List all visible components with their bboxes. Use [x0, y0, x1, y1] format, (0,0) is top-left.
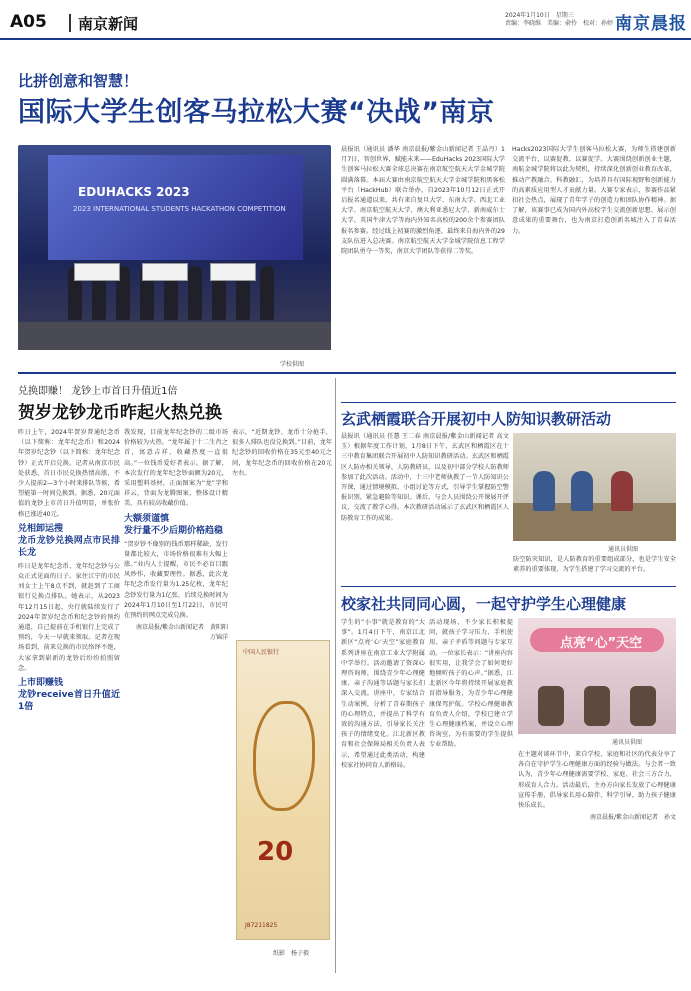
teacher [611, 471, 633, 511]
school-body-col2: 活动现场，不少家长积极提问，就孩子学习压力、手机使用、亲子矛盾等问题与专家互动。一位家长表示：“讲座内容很实用，让我学会了如何更好地倾听孩子的心声。”据悉，江北新区今年将持续开展家庭教育指导服务，为青少年心理健康保驾护航。学校心理健康教育负责人介绍，学校已建立学生心理健康档案，并设立心理咨询室，为有需要的学生提供专业帮助。 [429, 619, 513, 749]
newspaper-logo: 南京晨报 [615, 14, 687, 34]
dragon-illustration [253, 701, 315, 811]
dragon-para2: 昨日是龙年纪念币、龙年纪念钞与公众正式见面的日子。家住江宁的市民刘女士上午8点不到，就赶到了工商银行兑换点排队。她表示，从2023年12月15日起，央行就陆续发行了2024年贺岁纪念币和纪念钞的预约通道，自己提前在手机银行上完成了预约，今天一早就来领取。记者在现场看到，前来兑换的市民络绎不绝，大家拿到崭新的龙钞后纷纷拍照留念。 [18, 562, 120, 672]
dragon-subhead3 [124, 513, 228, 537]
dragon-subhead2-b: 龙钞receive首日升值近1倍 [18, 690, 120, 713]
section-name: 南京新闻 [78, 15, 139, 33]
classroom-photo-caption: 通讯员供图 [608, 546, 639, 553]
dragon-body-col3: 表示，“近期龙钞、龙币十分抢手，很多人排队也没兑换到。”目前，龙年纪念钞的回收价格在35元至40元之间，龙年纪念币的回收价格在20元左右。 [232, 429, 332, 477]
seminar-photo [518, 618, 676, 734]
person [260, 266, 274, 320]
stage-screen [48, 155, 303, 260]
stage-floor [18, 322, 331, 350]
student [533, 471, 555, 511]
dragon-subhead2-a: 上市即赚钱 [18, 678, 64, 689]
dragon-body-col1 [18, 428, 120, 973]
dragon-subhead1-a: 兑相卸运搜 [18, 523, 64, 534]
dragon-subhead1 [18, 523, 120, 559]
date-line: 2024年1月10日 星期三 [505, 12, 574, 19]
lead-photo-caption: 学校供图 [280, 361, 305, 368]
dragon-body-col2 [124, 428, 235, 973]
person [188, 266, 202, 320]
xuanwu-body-2: 防空防灾知识，是人防教育的重要组成部分，也是学生安全素养的重要体现，为学生搭建了学习交流的平台。 [513, 556, 676, 574]
page-code: A05 [10, 12, 47, 32]
dragon-para1: 昨日上午，2024年贺岁普通纪念币（以下简称：龙年纪念币）和2024年贺岁纪念钞（以下简称：龙年纪念钞）正式开启兑换。记者从南京市民处获悉，首日市民兑换热情高涨，不少人提前2—3个小时来排队等候，希望能第一时间兑换到。据悉，20元面值的龙钞上市首日升值明显，单张价格已涨近40元。 [18, 429, 120, 518]
dragon-headline: 贺岁龙钞龙币昨起火热兑换 [18, 403, 222, 423]
speaker [584, 686, 610, 726]
school-para3: 在主题对谈环节中，来自学校、家庭和社区的代表分享了各自在守护学生心理健康方面的经验与做法。与会者一致认为，青少年心理健康需要学校、家庭、社会三方合力，形成育人合力。活动最后，主办方向家长发放了心理健康宣传手册，倡导家长用心陪伴、科学引导，助力孩子健康快乐成长。 [518, 751, 676, 810]
school-headline: 校家社共同同心圆，一起守护学生心理健康 [341, 595, 627, 613]
story-rule [341, 402, 676, 403]
dragon-para4: “贺岁钞不像别的钱币那样稀缺，发行量都比较大，市场价格很难有大幅上涨。”业内人士提醒，市民不必盲目跟风炒作，收藏要理性。据悉，此次龙年纪念币发行量为1.25亿枚，龙年纪念钞发行量为1亿张，后续兑换时间为2024年1月10日至1月22日，市民可在预约的网点完成兑换。 [124, 540, 228, 620]
dragon-kicker: 兑换即赚！ 龙钞上市首日升值近1倍 [18, 386, 178, 397]
student [571, 471, 593, 511]
award-board [74, 263, 120, 281]
header-separator [69, 14, 71, 32]
dragon-para3: 我发现，目前龙年纪念钞的二级市场价格较为火热。“龙年属于十二生肖之首，寓意吉祥，收藏热度一直很高。”一位钱币爱好者表示。据了解，本次发行的龙年纪念钞面额为20元，采用塑料基材，正面图案为“龙”字和祥云，背面为龙腾图案，整体设计精美，具有较高收藏价值。 [124, 429, 228, 508]
dragon-subhead1-b: 龙币龙钞兑换网点市民排长龙 [18, 535, 120, 558]
column-divider [335, 378, 336, 973]
school-body-col1: 学生的“小事”就是教育的“大事”。1月4日下午，南京江北新区“点亮‘心’天空”家庭教育系列讲座在南京工业大学附属中学举行。活动邀请了资深心理咨询师，围绕青少年心理健康、亲子沟通等话题与家长们深入交流。讲座中，专家结合生动案例，分析了青春期孩子的心理特点，并提出了科学有效的沟通方法，引导家长关注孩子的情绪变化。江北新区教育和社会保障局相关负责人表示，希望通过此类活动，构建校家社协同育人新格局。 [341, 619, 425, 769]
school-body-col3 [518, 750, 676, 976]
banknote-issuer: 中国人民银行 [243, 649, 280, 656]
dragon-banknote-photo [236, 640, 330, 940]
header-meta [505, 12, 615, 28]
seminar-photo-caption: 通讯员供图 [612, 739, 643, 746]
dragon-subhead3-a: 大额须谨慎 [124, 513, 170, 524]
award-board [210, 263, 256, 281]
speaker [630, 686, 656, 726]
award-board [142, 263, 188, 281]
screen-subtitle: 2023 INTERNATIONAL STUDENTS HACKATHON COMPETITION [73, 205, 286, 213]
award-winners [58, 250, 298, 320]
lead-body-col1: 晨报讯（通讯员 潘华 南京晨报/紫金山新闻记者 王晶丹）1月7日，智创世界，赋能未来——EduHacks 2023国际大学生创客马拉松大赛全球总决赛在南京航空航天大学金城学院圆满落幕。本届大赛由南京航空航天大学金城学院和黑客松平台（HackHub）联合举办，自2023年10月12日正式开启报名通道以来，共有来自复旦大学、东南大学、西北工业大学、南京航空航天大学、澳大利亚悉尼大学、新南威尔士大学、英国牛津大学等海内外知名高校的200余个参赛团队报名参赛。经过线上初赛的激烈角逐，最终来自海内外的29支队伍进入总决赛。南京航空航天大学金城学院信息工程学院团队勇夺一等奖，南京大学团队等获得二等奖。 [341, 146, 505, 256]
story-rule [341, 586, 676, 587]
lead-headline: 国际大学生创客马拉松大赛“决战”南京 [18, 97, 495, 128]
dragon-subhead2 [18, 677, 120, 713]
classroom-photo [513, 433, 676, 541]
editor-line: 责编：李晓维 美编：俞伶 校对：孙婷 [505, 20, 614, 27]
lead-body-col2: Hacks2023国际大学生创客马拉松大赛，为师生搭建创新交流平台，以赛促教、以赛促学。大赛围绕创新创业主题，南航金城学院将以此为契机，持续深化创新创业教育改革，推动产教融合、科教融汇，为培养具有国际视野和创新能力的高素质应用型人才贡献力量。大赛专家表示，参赛作品紧扣社会热点，展现了青年学子的创造力和团队协作精神。据了解，该赛事已成为国内外高校学生交流创新思想、展示创意成果的重要舞台，也为南京打造创新名城注入了青春活力。 [512, 146, 676, 235]
banknote-serial: J87211825 [245, 922, 278, 929]
event-banner-text: 点亮“心”天空 [560, 636, 643, 651]
school-byline: 南京晨报/紫金山新闻记者 孙文 [589, 814, 676, 822]
xuanwu-headline: 玄武栖霞联合开展初中人防知识教研活动 [341, 410, 612, 428]
dragon-subhead3-b: 发行量不少后期价格趋稳 [124, 525, 224, 536]
dragon-byline: 南京晨报/紫金山新闻记者 黄阳阳 万锦洋 [135, 624, 235, 642]
screen-title: EDUHACKS 2023 [78, 185, 190, 199]
lead-photo [18, 145, 331, 350]
event-banner [530, 628, 664, 652]
section-divider [18, 372, 676, 374]
speaker [538, 686, 564, 726]
lead-kicker: 比拼创意和智慧！ [18, 72, 139, 90]
xuanwu-body: 晨报讯（通讯员 任慧 王二春 南京晨报/紫金山新闻记者 高文玉）根据年度工作计划，1月8日下午，玄武区和栖霞区在十三中教育集团联合开展初中人防知识教研活动。玄武区和栖霞区人防办相关领导、人防教研员，以及初中部分学校人防教师参加了此次活动。活动中，十三中老师执教了一节人防知识公开课，通过情境模拟、小组讨论等方式，引导学生掌握防空警报识别、紧急避险等知识。课后，与会人员围绕公开课展开评议，交流了教学心得。本次教研活动展示了玄武区和栖霞区人防教育工作的成果。 [341, 433, 509, 522]
banknote-caption: 纸影 杨子毅 [273, 950, 310, 957]
banknote-value: 20 [257, 837, 294, 867]
